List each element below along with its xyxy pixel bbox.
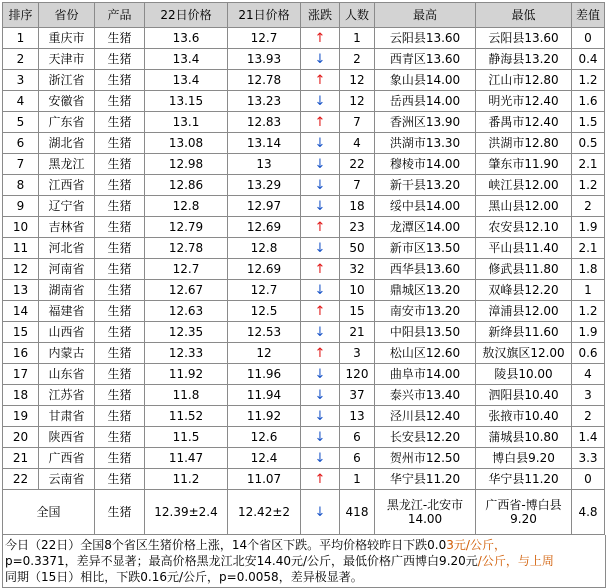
cell-high: 贺州市12.50 bbox=[375, 448, 476, 469]
cell-low: 陵县10.00 bbox=[476, 364, 572, 385]
cell-low: 江山市12.80 bbox=[476, 70, 572, 91]
cell-price-22: 11.47 bbox=[145, 448, 228, 469]
table-row bbox=[3, 385, 605, 406]
cell-price-21: 12.8 bbox=[228, 238, 301, 259]
cell-rank: 4 bbox=[3, 91, 39, 112]
cell-price-21: 12 bbox=[228, 343, 301, 364]
header-diff: 差值 bbox=[572, 3, 605, 28]
cell-price-21: 11.92 bbox=[228, 406, 301, 427]
cell-diff: 1.2 bbox=[572, 301, 605, 322]
cell-high: 西华县13.60 bbox=[375, 259, 476, 280]
cell-product: 生猪 bbox=[95, 343, 145, 364]
cell-province: 江西省 bbox=[39, 175, 95, 196]
cell-province: 安徽省 bbox=[39, 91, 95, 112]
cell-low: 修武县11.80 bbox=[476, 259, 572, 280]
cell-price-22: 12.63 bbox=[145, 301, 228, 322]
cell-price-22: 11.92 bbox=[145, 364, 228, 385]
trend-arrow-icon: ↓ bbox=[301, 91, 340, 112]
cell-high: 鼎城区13.20 bbox=[375, 280, 476, 301]
cell-count: 4 bbox=[340, 133, 375, 154]
cell-province: 河北省 bbox=[39, 238, 95, 259]
cell-count: 23 bbox=[340, 217, 375, 238]
table-row bbox=[3, 322, 605, 343]
note-line-2 bbox=[5, 553, 605, 569]
cell-price-21: 13.14 bbox=[228, 133, 301, 154]
cell-low: 番禺市12.40 bbox=[476, 112, 572, 133]
cell-product: 生猪 bbox=[95, 322, 145, 343]
cell-diff: 1 bbox=[572, 280, 605, 301]
cell-price-21: 12.78 bbox=[228, 70, 301, 91]
cell-price-22: 12.33 bbox=[145, 343, 228, 364]
total-diff: 4.8 bbox=[572, 490, 605, 535]
cell-high: 新干县13.20 bbox=[375, 175, 476, 196]
cell-high: 龙潭区14.00 bbox=[375, 217, 476, 238]
table-row bbox=[3, 238, 605, 259]
cell-product: 生猪 bbox=[95, 385, 145, 406]
trend-arrow-icon: ↑ bbox=[301, 28, 340, 49]
cell-low: 洪湖市12.80 bbox=[476, 133, 572, 154]
table-row bbox=[3, 28, 605, 49]
cell-price-22: 13.6 bbox=[145, 28, 228, 49]
cell-high: 松山区12.60 bbox=[375, 343, 476, 364]
cell-price-22: 12.86 bbox=[145, 175, 228, 196]
note-line-1-text: 今日（22日）全国8个省区生猪价格上涨，14个省区下跌。平均价格较昨日下跌0.0 bbox=[5, 538, 447, 552]
cell-price-22: 12.8 bbox=[145, 196, 228, 217]
cell-province: 天津市 bbox=[39, 49, 95, 70]
cell-price-22: 13.1 bbox=[145, 112, 228, 133]
header-low: 最低 bbox=[476, 3, 572, 28]
cell-price-21: 13 bbox=[228, 154, 301, 175]
cell-high: 象山县14.00 bbox=[375, 70, 476, 91]
table-row bbox=[3, 70, 605, 91]
cell-diff: 1.6 bbox=[572, 91, 605, 112]
cell-diff: 4 bbox=[572, 364, 605, 385]
cell-count: 7 bbox=[340, 112, 375, 133]
cell-product: 生猪 bbox=[95, 154, 145, 175]
cell-product: 生猪 bbox=[95, 49, 145, 70]
cell-diff: 0.4 bbox=[572, 49, 605, 70]
cell-province: 湖南省 bbox=[39, 280, 95, 301]
cell-low: 肇东市11.90 bbox=[476, 154, 572, 175]
cell-high: 西青区13.60 bbox=[375, 49, 476, 70]
cell-price-22: 12.98 bbox=[145, 154, 228, 175]
cell-price-22: 11.52 bbox=[145, 406, 228, 427]
table-row bbox=[3, 448, 605, 469]
cell-high: 新市区13.50 bbox=[375, 238, 476, 259]
cell-diff: 1.9 bbox=[572, 322, 605, 343]
cell-price-22: 12.78 bbox=[145, 238, 228, 259]
cell-province: 陕西省 bbox=[39, 427, 95, 448]
cell-rank: 6 bbox=[3, 133, 39, 154]
cell-rank: 3 bbox=[3, 70, 39, 91]
cell-count: 1 bbox=[340, 469, 375, 490]
cell-price-21: 13.23 bbox=[228, 91, 301, 112]
trend-arrow-icon: ↑ bbox=[301, 343, 340, 364]
cell-price-21: 12.97 bbox=[228, 196, 301, 217]
cell-province: 甘肃省 bbox=[39, 406, 95, 427]
total-low: 广西省-博白县9.20 bbox=[476, 490, 572, 535]
note-line-2-text: p=0.3371，差异不显著；最高价格黑龙江北安14.40元/公斤，最低价格广西博白9.20元 bbox=[5, 554, 478, 568]
cell-price-22: 12.79 bbox=[145, 217, 228, 238]
table-row bbox=[3, 427, 605, 448]
trend-arrow-icon: ↓ bbox=[301, 280, 340, 301]
trend-arrow-icon: ↑ bbox=[301, 469, 340, 490]
trend-arrow-icon: ↓ bbox=[301, 133, 340, 154]
trend-arrow-icon: ↓ bbox=[301, 154, 340, 175]
cell-diff: 1.5 bbox=[572, 112, 605, 133]
cell-high: 中阳县13.50 bbox=[375, 322, 476, 343]
table-row bbox=[3, 301, 605, 322]
header-rank: 排序 bbox=[3, 3, 39, 28]
cell-high: 南安市13.20 bbox=[375, 301, 476, 322]
cell-diff: 1.2 bbox=[572, 175, 605, 196]
cell-rank: 19 bbox=[3, 406, 39, 427]
cell-province: 云南省 bbox=[39, 469, 95, 490]
trend-arrow-icon: ↓ bbox=[301, 238, 340, 259]
table-row bbox=[3, 469, 605, 490]
cell-count: 13 bbox=[340, 406, 375, 427]
cell-diff: 1.2 bbox=[572, 70, 605, 91]
cell-high: 洪湖市13.30 bbox=[375, 133, 476, 154]
table-row bbox=[3, 259, 605, 280]
cell-high: 云阳县13.60 bbox=[375, 28, 476, 49]
cell-price-22: 11.2 bbox=[145, 469, 228, 490]
cell-product: 生猪 bbox=[95, 280, 145, 301]
header-price-22: 22日价格 bbox=[145, 3, 228, 28]
cell-count: 22 bbox=[340, 154, 375, 175]
cell-high: 长安县12.20 bbox=[375, 427, 476, 448]
cell-price-21: 11.94 bbox=[228, 385, 301, 406]
cell-diff: 1.8 bbox=[572, 259, 605, 280]
cell-rank: 22 bbox=[3, 469, 39, 490]
cell-product: 生猪 bbox=[95, 427, 145, 448]
cell-price-21: 12.69 bbox=[228, 259, 301, 280]
cell-low: 静海县13.20 bbox=[476, 49, 572, 70]
cell-province: 山东省 bbox=[39, 364, 95, 385]
table-row bbox=[3, 196, 605, 217]
cell-product: 生猪 bbox=[95, 70, 145, 91]
cell-province: 山西省 bbox=[39, 322, 95, 343]
cell-rank: 18 bbox=[3, 385, 39, 406]
cell-diff: 3 bbox=[572, 385, 605, 406]
note-line-1-highlight: 3元/公斤， bbox=[446, 538, 506, 552]
table-row bbox=[3, 91, 605, 112]
cell-product: 生猪 bbox=[95, 196, 145, 217]
summary-note bbox=[2, 535, 606, 588]
cell-province: 广西省 bbox=[39, 448, 95, 469]
table-row bbox=[3, 343, 605, 364]
note-line-1 bbox=[5, 537, 605, 553]
table-row bbox=[3, 364, 605, 385]
cell-count: 6 bbox=[340, 448, 375, 469]
cell-count: 120 bbox=[340, 364, 375, 385]
cell-diff: 1.9 bbox=[572, 217, 605, 238]
trend-arrow-icon: ↑ bbox=[301, 259, 340, 280]
cell-product: 生猪 bbox=[95, 133, 145, 154]
table-row bbox=[3, 175, 605, 196]
cell-province: 广东省 bbox=[39, 112, 95, 133]
trend-arrow-icon: ↓ bbox=[301, 427, 340, 448]
cell-diff: 2 bbox=[572, 406, 605, 427]
cell-rank: 10 bbox=[3, 217, 39, 238]
total-high: 黑龙江-北安市14.00 bbox=[375, 490, 476, 535]
cell-product: 生猪 bbox=[95, 469, 145, 490]
cell-count: 12 bbox=[340, 70, 375, 91]
cell-count: 7 bbox=[340, 175, 375, 196]
cell-rank: 12 bbox=[3, 259, 39, 280]
header-price-21: 21日价格 bbox=[228, 3, 301, 28]
cell-low: 蒲城县10.80 bbox=[476, 427, 572, 448]
cell-rank: 1 bbox=[3, 28, 39, 49]
header-count: 人数 bbox=[340, 3, 375, 28]
note-line-2-highlight: /公斤，与上周 bbox=[477, 554, 554, 568]
cell-product: 生猪 bbox=[95, 28, 145, 49]
cell-province: 辽宁省 bbox=[39, 196, 95, 217]
national-total-row bbox=[3, 490, 605, 535]
cell-price-22: 11.8 bbox=[145, 385, 228, 406]
price-report bbox=[2, 2, 604, 588]
cell-rank: 17 bbox=[3, 364, 39, 385]
cell-rank: 14 bbox=[3, 301, 39, 322]
table-row bbox=[3, 280, 605, 301]
cell-high: 泰兴市13.40 bbox=[375, 385, 476, 406]
header-province: 省份 bbox=[39, 3, 95, 28]
cell-rank: 16 bbox=[3, 343, 39, 364]
cell-high: 泾川县12.40 bbox=[375, 406, 476, 427]
cell-diff: 0 bbox=[572, 28, 605, 49]
cell-province: 内蒙古 bbox=[39, 343, 95, 364]
cell-province: 河南省 bbox=[39, 259, 95, 280]
cell-count: 10 bbox=[340, 280, 375, 301]
trend-arrow-icon: ↓ bbox=[301, 49, 340, 70]
trend-arrow-icon: ↓ bbox=[301, 448, 340, 469]
cell-rank: 8 bbox=[3, 175, 39, 196]
cell-low: 双峰县12.20 bbox=[476, 280, 572, 301]
cell-rank: 21 bbox=[3, 448, 39, 469]
cell-price-21: 12.83 bbox=[228, 112, 301, 133]
cell-low: 黑山县12.00 bbox=[476, 196, 572, 217]
cell-rank: 13 bbox=[3, 280, 39, 301]
cell-price-22: 13.08 bbox=[145, 133, 228, 154]
cell-rank: 9 bbox=[3, 196, 39, 217]
cell-count: 21 bbox=[340, 322, 375, 343]
cell-diff: 1.4 bbox=[572, 427, 605, 448]
cell-price-21: 12.7 bbox=[228, 280, 301, 301]
cell-price-22: 13.4 bbox=[145, 49, 228, 70]
total-price-21: 12.42±2 bbox=[228, 490, 301, 535]
cell-product: 生猪 bbox=[95, 364, 145, 385]
cell-rank: 5 bbox=[3, 112, 39, 133]
cell-product: 生猪 bbox=[95, 91, 145, 112]
trend-arrow-icon: ↑ bbox=[301, 217, 340, 238]
cell-province: 福建省 bbox=[39, 301, 95, 322]
cell-price-22: 12.7 bbox=[145, 259, 228, 280]
trend-arrow-icon: ↑ bbox=[301, 70, 340, 91]
cell-count: 12 bbox=[340, 91, 375, 112]
cell-low: 华宁县11.20 bbox=[476, 469, 572, 490]
cell-price-21: 12.7 bbox=[228, 28, 301, 49]
cell-low: 云阳县13.60 bbox=[476, 28, 572, 49]
trend-arrow-icon: ↓ bbox=[301, 196, 340, 217]
header-product: 产品 bbox=[95, 3, 145, 28]
cell-price-22: 13.4 bbox=[145, 70, 228, 91]
cell-diff: 2.1 bbox=[572, 154, 605, 175]
cell-rank: 20 bbox=[3, 427, 39, 448]
cell-price-22: 11.5 bbox=[145, 427, 228, 448]
cell-price-21: 13.29 bbox=[228, 175, 301, 196]
cell-count: 15 bbox=[340, 301, 375, 322]
trend-arrow-icon: ↓ bbox=[301, 322, 340, 343]
cell-diff: 0 bbox=[572, 469, 605, 490]
cell-count: 1 bbox=[340, 28, 375, 49]
cell-low: 泗阳县10.40 bbox=[476, 385, 572, 406]
cell-rank: 7 bbox=[3, 154, 39, 175]
cell-product: 生猪 bbox=[95, 112, 145, 133]
cell-rank: 2 bbox=[3, 49, 39, 70]
header-high: 最高 bbox=[375, 3, 476, 28]
cell-high: 曲阜市14.00 bbox=[375, 364, 476, 385]
cell-low: 峡江县12.00 bbox=[476, 175, 572, 196]
cell-product: 生猪 bbox=[95, 301, 145, 322]
cell-province: 重庆市 bbox=[39, 28, 95, 49]
cell-product: 生猪 bbox=[95, 259, 145, 280]
cell-price-21: 12.4 bbox=[228, 448, 301, 469]
table-row bbox=[3, 49, 605, 70]
trend-arrow-icon: ↓ bbox=[301, 406, 340, 427]
cell-diff: 2 bbox=[572, 196, 605, 217]
cell-diff: 0.6 bbox=[572, 343, 605, 364]
cell-province: 湖北省 bbox=[39, 133, 95, 154]
cell-count: 18 bbox=[340, 196, 375, 217]
trend-arrow-icon: ↑ bbox=[301, 112, 340, 133]
header-row bbox=[3, 3, 605, 28]
table-row bbox=[3, 133, 605, 154]
cell-low: 平山县11.40 bbox=[476, 238, 572, 259]
table-row bbox=[3, 112, 605, 133]
cell-province: 江苏省 bbox=[39, 385, 95, 406]
cell-high: 穆棱市14.00 bbox=[375, 154, 476, 175]
cell-price-21: 11.07 bbox=[228, 469, 301, 490]
trend-arrow-icon: ↓ bbox=[301, 490, 340, 535]
cell-price-21: 12.5 bbox=[228, 301, 301, 322]
total-label: 全国 bbox=[3, 490, 95, 535]
table-row bbox=[3, 217, 605, 238]
cell-province: 吉林省 bbox=[39, 217, 95, 238]
cell-high: 香洲区13.90 bbox=[375, 112, 476, 133]
cell-province: 黑龙江 bbox=[39, 154, 95, 175]
cell-high: 华宁县11.20 bbox=[375, 469, 476, 490]
cell-price-21: 12.69 bbox=[228, 217, 301, 238]
table-row bbox=[3, 154, 605, 175]
cell-low: 博白县9.20 bbox=[476, 448, 572, 469]
cell-province: 浙江省 bbox=[39, 70, 95, 91]
cell-count: 2 bbox=[340, 49, 375, 70]
cell-price-21: 11.96 bbox=[228, 364, 301, 385]
cell-low: 张掖市10.40 bbox=[476, 406, 572, 427]
cell-product: 生猪 bbox=[95, 448, 145, 469]
cell-count: 50 bbox=[340, 238, 375, 259]
cell-low: 新绛县11.60 bbox=[476, 322, 572, 343]
trend-arrow-icon: ↓ bbox=[301, 385, 340, 406]
cell-price-21: 12.53 bbox=[228, 322, 301, 343]
cell-low: 敖汉旗区12.00 bbox=[476, 343, 572, 364]
cell-price-22: 12.67 bbox=[145, 280, 228, 301]
cell-low: 漳浦县12.00 bbox=[476, 301, 572, 322]
table-row bbox=[3, 406, 605, 427]
cell-price-21: 12.6 bbox=[228, 427, 301, 448]
header-trend: 涨跌 bbox=[301, 3, 340, 28]
cell-high: 绥中县14.00 bbox=[375, 196, 476, 217]
cell-count: 3 bbox=[340, 343, 375, 364]
trend-arrow-icon: ↓ bbox=[301, 364, 340, 385]
cell-product: 生猪 bbox=[95, 238, 145, 259]
cell-rank: 15 bbox=[3, 322, 39, 343]
cell-low: 明光市12.40 bbox=[476, 91, 572, 112]
cell-rank: 11 bbox=[3, 238, 39, 259]
cell-product: 生猪 bbox=[95, 406, 145, 427]
total-price-22: 12.39±2.4 bbox=[145, 490, 228, 535]
total-count: 418 bbox=[340, 490, 375, 535]
trend-arrow-icon: ↑ bbox=[301, 301, 340, 322]
cell-high: 岳西县14.00 bbox=[375, 91, 476, 112]
cell-low: 农安县12.10 bbox=[476, 217, 572, 238]
cell-diff: 0.5 bbox=[572, 133, 605, 154]
cell-count: 37 bbox=[340, 385, 375, 406]
note-line-3: 同期（15日）相比，下跌0.16元/公斤，p=0.0058，差异极显著。 bbox=[5, 570, 363, 584]
price-table bbox=[2, 2, 605, 535]
cell-price-22: 13.15 bbox=[145, 91, 228, 112]
trend-arrow-icon: ↓ bbox=[301, 175, 340, 196]
cell-diff: 3.3 bbox=[572, 448, 605, 469]
cell-product: 生猪 bbox=[95, 175, 145, 196]
cell-product: 生猪 bbox=[95, 217, 145, 238]
cell-count: 32 bbox=[340, 259, 375, 280]
cell-diff: 2.1 bbox=[572, 238, 605, 259]
total-product: 生猪 bbox=[95, 490, 145, 535]
cell-price-21: 13.93 bbox=[228, 49, 301, 70]
cell-price-22: 12.35 bbox=[145, 322, 228, 343]
cell-count: 6 bbox=[340, 427, 375, 448]
